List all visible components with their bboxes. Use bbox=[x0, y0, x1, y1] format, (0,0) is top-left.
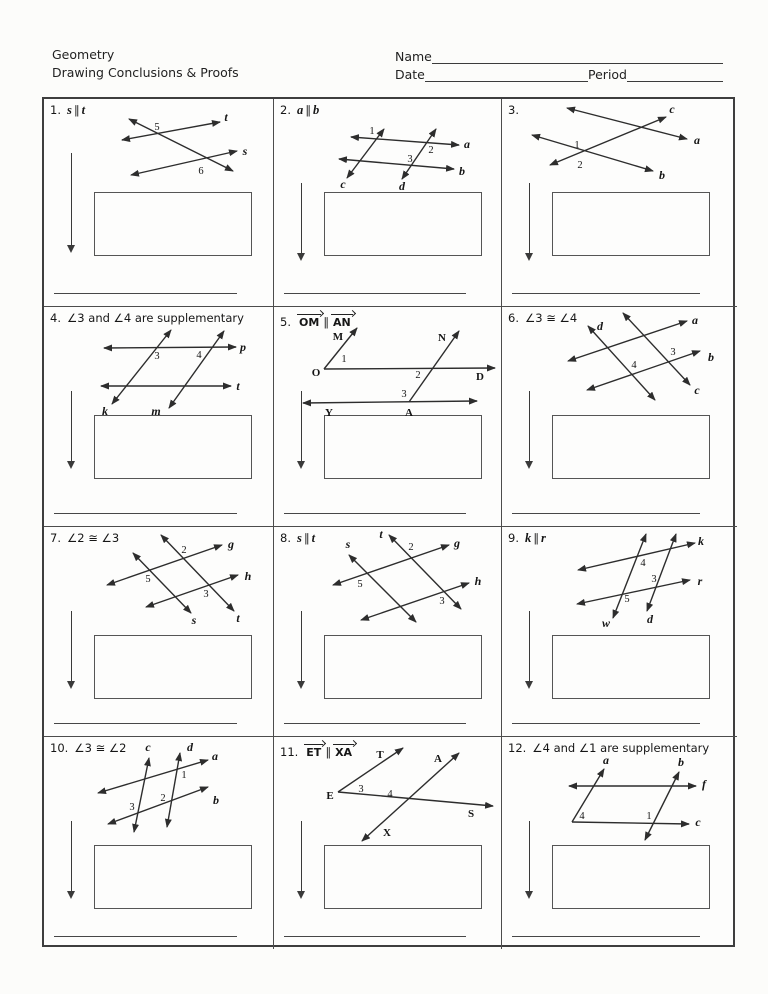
answer-box[interactable] bbox=[324, 635, 482, 699]
problem-cell bbox=[274, 737, 502, 949]
line-point-label: t bbox=[236, 379, 240, 393]
line-point-label: d bbox=[647, 612, 653, 626]
angle-number-label: 3 bbox=[203, 589, 209, 600]
diagram-line bbox=[161, 535, 234, 611]
problem-number: 4. bbox=[50, 311, 61, 325]
angle-number-label: 4 bbox=[579, 811, 585, 822]
statement-part: a bbox=[296, 103, 304, 117]
problem-header bbox=[280, 531, 495, 546]
line-point-label: b bbox=[659, 168, 665, 182]
line-point-label: d bbox=[399, 179, 405, 193]
diagram-line bbox=[409, 331, 459, 402]
angle-number-label: 3 bbox=[651, 574, 657, 585]
down-arrow-icon bbox=[71, 391, 72, 465]
angle-number-label: 1 bbox=[341, 354, 347, 365]
line-point-label: m bbox=[151, 404, 161, 418]
problem-diagram bbox=[101, 532, 253, 627]
angle-number-label: 4 bbox=[640, 558, 646, 569]
line-point-label: Y bbox=[325, 407, 333, 419]
diagram-line bbox=[572, 822, 689, 824]
diagram-line bbox=[351, 137, 459, 145]
problem-header bbox=[280, 103, 495, 118]
diagram-line bbox=[347, 129, 384, 178]
line-point-label: S bbox=[467, 808, 475, 820]
down-arrow-icon bbox=[301, 821, 302, 895]
line-point-label: b bbox=[708, 350, 714, 364]
line-point-label: w bbox=[601, 616, 611, 630]
angle-number-label: 2 bbox=[408, 542, 414, 553]
problem-header bbox=[50, 741, 267, 756]
answer-line[interactable] bbox=[284, 513, 466, 514]
answer-box[interactable] bbox=[552, 192, 710, 256]
problem-number: 7. bbox=[50, 531, 61, 545]
problem-number: 2. bbox=[280, 103, 291, 117]
angle-number-label: 1 bbox=[646, 811, 652, 822]
problem-diagram bbox=[556, 747, 711, 847]
problem-cell bbox=[44, 737, 274, 949]
answer-box[interactable] bbox=[94, 415, 252, 479]
answer-box[interactable] bbox=[552, 635, 710, 699]
line-point-label: a bbox=[692, 313, 698, 327]
statement-part: ∠2 ≅ ∠3 bbox=[66, 531, 120, 545]
line-point-label: d bbox=[187, 740, 193, 754]
statement-part: r bbox=[540, 531, 546, 545]
diagram-line bbox=[167, 753, 180, 827]
problem-header bbox=[280, 741, 495, 760]
name-date-block bbox=[395, 46, 723, 82]
problem-number: 12. bbox=[508, 741, 527, 755]
problem-cell bbox=[274, 527, 502, 737]
statement-part: ∠3 ≅ ∠2 bbox=[74, 741, 127, 755]
line-point-label: c bbox=[669, 102, 675, 116]
line-point-label: t bbox=[224, 110, 228, 124]
problem-statement bbox=[297, 311, 353, 330]
line-point-label: k bbox=[698, 534, 704, 548]
problem-statement bbox=[304, 741, 354, 760]
worksheet-header bbox=[52, 46, 239, 82]
answer-line[interactable] bbox=[284, 293, 466, 294]
angle-number-label: 2 bbox=[181, 545, 187, 556]
problem-cell bbox=[44, 527, 274, 737]
diagram-line bbox=[577, 580, 690, 604]
statement-part: ∥ bbox=[533, 531, 539, 545]
answer-line[interactable] bbox=[284, 936, 466, 937]
line-point-label: a bbox=[694, 133, 700, 147]
angle-number-label: 4 bbox=[196, 350, 202, 361]
angle-number-label: 5 bbox=[357, 579, 363, 590]
angle-number-label: 5 bbox=[154, 122, 160, 133]
problem-diagram bbox=[296, 321, 501, 419]
statement-part: ∥ bbox=[73, 103, 80, 117]
line-point-label: c bbox=[694, 383, 700, 397]
angle-number-label: 2 bbox=[577, 160, 583, 171]
problem-cell bbox=[502, 307, 737, 527]
problem-cell bbox=[502, 99, 737, 307]
angle-number-label: 1 bbox=[369, 126, 375, 137]
answer-box[interactable] bbox=[324, 192, 482, 256]
problem-cell bbox=[274, 307, 502, 527]
statement-part: t bbox=[81, 103, 86, 117]
diagram-line bbox=[122, 122, 220, 140]
date-input-line[interactable] bbox=[425, 67, 588, 82]
diagram-line bbox=[112, 330, 171, 404]
answer-line[interactable] bbox=[54, 293, 237, 294]
problem-statement bbox=[67, 103, 85, 118]
problem-number: 6. bbox=[508, 311, 519, 325]
angle-number-label: 1 bbox=[574, 140, 580, 151]
problem-header bbox=[280, 311, 495, 330]
date-label: Date bbox=[395, 67, 425, 82]
ray-name: XA bbox=[335, 746, 353, 759]
angle-number-label: 6 bbox=[198, 166, 204, 177]
problem-statement bbox=[297, 531, 315, 546]
angle-number-label: 2 bbox=[415, 370, 421, 381]
problem-header bbox=[508, 741, 731, 756]
line-point-label: r bbox=[697, 574, 703, 588]
line-point-label: b bbox=[678, 755, 684, 769]
ray-name: ET bbox=[306, 746, 322, 759]
angle-number-label: 5 bbox=[624, 594, 630, 605]
problem-cell bbox=[274, 99, 502, 307]
diagram-line bbox=[587, 351, 700, 390]
angle-number-label: 3 bbox=[401, 389, 407, 400]
statement-part: ∥ bbox=[323, 315, 330, 329]
problem-diagram bbox=[96, 323, 246, 418]
diagram-line bbox=[303, 401, 477, 403]
answer-box[interactable] bbox=[552, 415, 710, 479]
statement-part: t bbox=[311, 531, 316, 545]
problem-statement bbox=[532, 741, 709, 756]
statement-part: ∥ bbox=[305, 103, 311, 117]
problem-number: 3. bbox=[508, 103, 519, 117]
problem-statement bbox=[67, 311, 244, 326]
angle-number-label: 3 bbox=[439, 596, 445, 607]
problem-statement bbox=[67, 531, 119, 546]
line-point-label: k bbox=[102, 404, 108, 418]
line-point-label: D bbox=[476, 371, 484, 383]
line-point-label: h bbox=[244, 569, 252, 583]
problem-statement bbox=[297, 103, 319, 118]
line-point-label: T bbox=[376, 749, 384, 761]
line-point-label: b bbox=[459, 164, 465, 178]
diagram-line bbox=[104, 347, 236, 348]
down-arrow-icon bbox=[529, 611, 530, 685]
name-input-line[interactable] bbox=[432, 49, 723, 64]
answer-line[interactable] bbox=[512, 936, 700, 937]
statement-part: s bbox=[66, 103, 72, 117]
answer-box[interactable] bbox=[94, 192, 252, 256]
line-point-label: a bbox=[212, 749, 218, 763]
problem-number: 1. bbox=[50, 103, 61, 117]
problem-diagram bbox=[331, 527, 483, 627]
answer-line[interactable] bbox=[512, 513, 700, 514]
line-point-label: s bbox=[345, 537, 351, 551]
problem-statement bbox=[525, 311, 577, 326]
statement-part: s bbox=[296, 531, 302, 545]
line-point-label: a bbox=[464, 137, 470, 151]
answer-box[interactable] bbox=[324, 415, 482, 479]
down-arrow-icon bbox=[301, 611, 302, 685]
statement-part: ∠3 ≅ ∠4 bbox=[524, 311, 578, 325]
down-arrow-icon bbox=[71, 821, 72, 895]
problem-number: 11. bbox=[280, 745, 299, 759]
problem-grid bbox=[42, 97, 735, 947]
line-point-label: X bbox=[383, 827, 391, 839]
statement-part: ∠4 and ∠1 are supplementary bbox=[532, 741, 710, 755]
worksheet-title: Drawing Conclusions & Proofs bbox=[52, 65, 239, 80]
angle-number-label: 3 bbox=[358, 784, 364, 795]
angle-number-label: 3 bbox=[670, 347, 676, 358]
line-point-label: g bbox=[454, 536, 460, 550]
diagram-line bbox=[169, 331, 224, 408]
answer-box[interactable] bbox=[552, 845, 710, 909]
answer-line[interactable] bbox=[512, 293, 700, 294]
diagram-line bbox=[324, 368, 495, 369]
line-point-label: f bbox=[702, 777, 706, 791]
problem-number: 10. bbox=[50, 741, 69, 755]
statement-part: ∠3 and ∠4 are supplementary bbox=[66, 311, 244, 325]
problem-number: 9. bbox=[508, 531, 519, 545]
down-arrow-icon bbox=[529, 183, 530, 257]
line-point-label: t bbox=[379, 527, 383, 541]
angle-number-label: 3 bbox=[129, 802, 135, 813]
line-point-label: E bbox=[326, 790, 334, 802]
period-input-line[interactable] bbox=[627, 67, 723, 82]
line-point-label: h bbox=[474, 574, 482, 588]
line-point-label: A bbox=[434, 753, 442, 765]
problem-diagram bbox=[570, 532, 710, 630]
line-point-label: t bbox=[236, 611, 240, 625]
problem-header bbox=[508, 103, 731, 118]
problem-diagram bbox=[91, 742, 226, 837]
line-point-label: s bbox=[191, 613, 197, 627]
problem-header bbox=[508, 311, 731, 326]
diagram-line bbox=[98, 760, 208, 793]
line-point-label: A bbox=[405, 407, 413, 419]
statement-part: k bbox=[524, 531, 532, 545]
problem-header bbox=[50, 531, 267, 546]
diagram-line bbox=[131, 151, 237, 175]
angle-number-label: 3 bbox=[407, 154, 413, 165]
statement-part: ∥ bbox=[303, 531, 310, 545]
line-point-label: p bbox=[240, 340, 246, 354]
problem-header bbox=[50, 311, 267, 326]
down-arrow-icon bbox=[529, 391, 530, 465]
angle-number-label: 3 bbox=[154, 351, 160, 362]
down-arrow-icon bbox=[529, 821, 530, 895]
answer-line[interactable] bbox=[54, 723, 237, 724]
down-arrow-icon bbox=[301, 183, 302, 257]
problem-number: 5. bbox=[280, 315, 291, 329]
period-label: Period bbox=[588, 67, 627, 82]
diagram-line bbox=[107, 545, 222, 585]
ray-name: AN bbox=[333, 316, 351, 329]
diagram-line bbox=[133, 553, 191, 613]
problem-cell bbox=[44, 307, 274, 527]
problem-diagram bbox=[334, 121, 474, 191]
angle-number-label: 4 bbox=[387, 789, 393, 800]
diagram-line bbox=[339, 159, 454, 169]
line-point-label: d bbox=[597, 319, 603, 333]
answer-line[interactable] bbox=[284, 723, 466, 724]
ray-name: OM bbox=[298, 316, 320, 329]
down-arrow-icon bbox=[71, 611, 72, 685]
problem-number: 8. bbox=[280, 531, 291, 545]
diagram-line bbox=[645, 772, 679, 840]
diagram-line bbox=[532, 135, 653, 171]
problem-header bbox=[508, 531, 731, 546]
course-title: Geometry bbox=[52, 47, 115, 62]
statement-part: ∥ bbox=[325, 745, 332, 759]
line-point-label: a bbox=[603, 753, 609, 767]
down-arrow-icon bbox=[71, 153, 72, 249]
diagram-line bbox=[613, 534, 646, 618]
answer-line[interactable] bbox=[512, 723, 700, 724]
name-label: Name bbox=[395, 49, 432, 64]
angle-number-label: 2 bbox=[160, 793, 166, 804]
line-point-label: s bbox=[242, 144, 248, 158]
diagram-line bbox=[572, 769, 604, 822]
line-point-label: N bbox=[438, 332, 446, 344]
angle-number-label: 5 bbox=[145, 574, 151, 585]
line-point-label: g bbox=[228, 537, 234, 551]
problem-statement bbox=[525, 531, 546, 546]
line-point-label: c bbox=[145, 740, 151, 754]
answer-box[interactable] bbox=[94, 845, 252, 909]
problem-statement bbox=[74, 741, 126, 756]
angle-number-label: 2 bbox=[428, 145, 434, 156]
angle-number-label: 4 bbox=[631, 360, 637, 371]
line-point-label: c bbox=[340, 177, 346, 191]
answer-line[interactable] bbox=[54, 936, 237, 937]
problem-cell bbox=[502, 737, 737, 949]
answer-line[interactable] bbox=[54, 513, 237, 514]
statement-part: b bbox=[312, 103, 320, 117]
diagram-line bbox=[108, 787, 208, 824]
problem-cell bbox=[502, 527, 737, 737]
problem-cell bbox=[44, 99, 274, 307]
diagram-line bbox=[134, 758, 149, 832]
answer-box[interactable] bbox=[324, 845, 482, 909]
line-point-label: b bbox=[213, 793, 219, 807]
answer-box[interactable] bbox=[94, 635, 252, 699]
line-point-label: c bbox=[695, 815, 701, 829]
diagram-line bbox=[568, 321, 687, 361]
problem-diagram bbox=[97, 107, 252, 187]
problem-header bbox=[50, 103, 267, 118]
line-point-label: M bbox=[332, 331, 344, 343]
angle-number-label: 1 bbox=[181, 770, 187, 781]
line-point-label: O bbox=[311, 367, 321, 379]
